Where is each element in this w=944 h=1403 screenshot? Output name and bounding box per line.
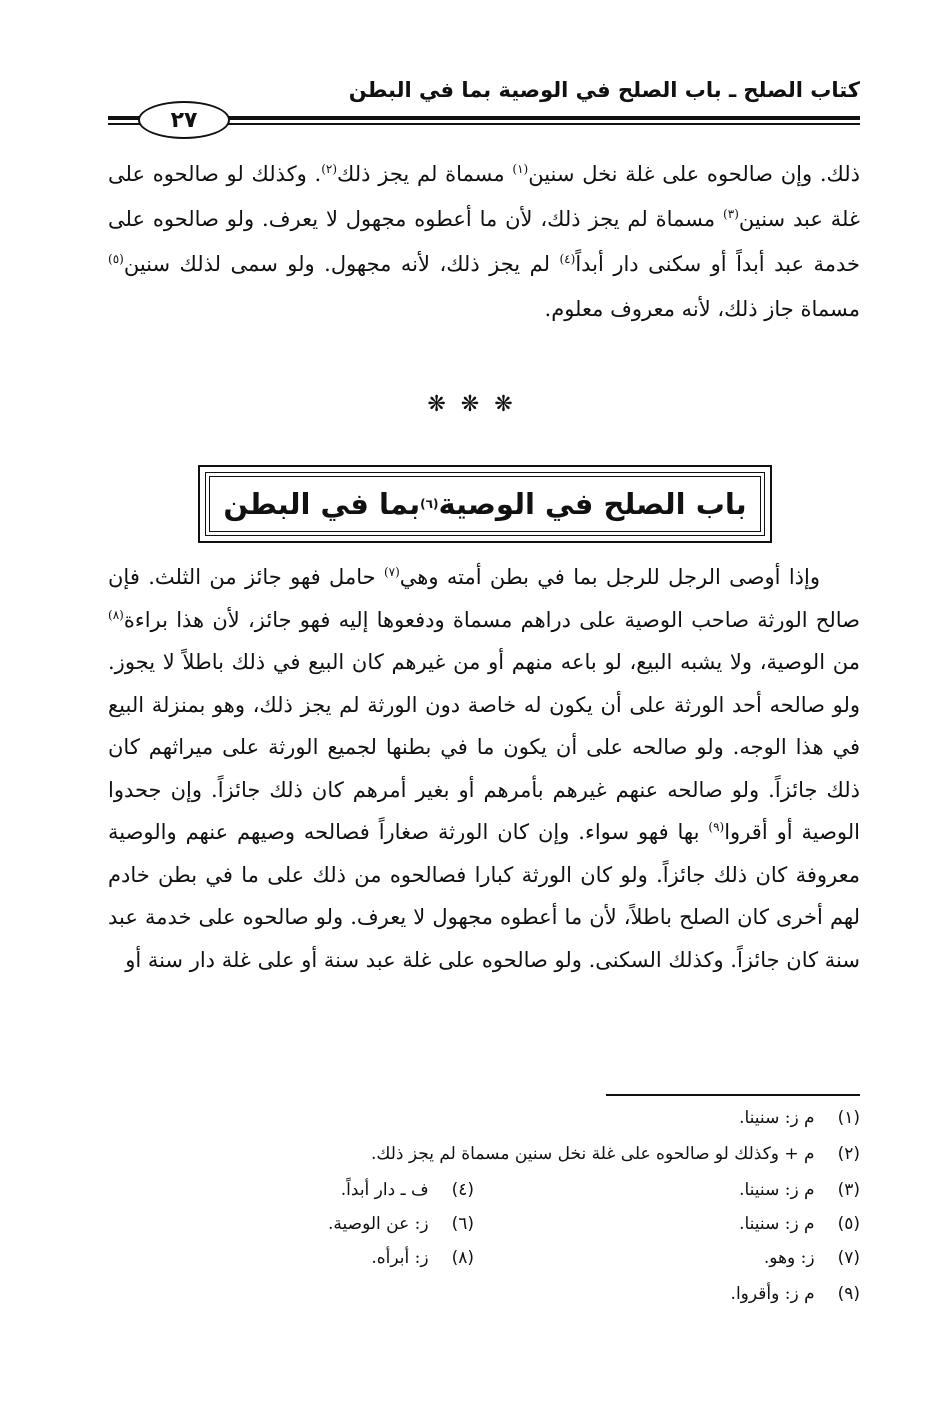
footnote-number: (٢) <box>837 1144 860 1164</box>
footnote-number: (١) <box>837 1108 860 1128</box>
footnote-text: ز: وهو. <box>763 1248 815 1268</box>
footnote-marker: (٢) <box>321 162 338 176</box>
text-run: مسماة لم يجز ذلك <box>337 162 513 186</box>
chapter-title-text: بما في البطن <box>223 487 421 521</box>
footnote-3 <box>739 1178 860 1202</box>
footnote-text: ز: أبرأه. <box>371 1248 429 1268</box>
footnote-marker: (٨) <box>108 607 124 622</box>
text-run: وإذا أوصى الرجل للرجل بما في بطن أمته وهي <box>399 565 820 589</box>
footnote-text: م + وكذلك لو صالحوه على غلة نخل سنين مسماة لم يجز ذلك. <box>370 1144 815 1164</box>
text-run: حامل فهو جائز من الثلث. فإن صالح الورثة صاحب الوصية على دراهم مسماة ودفعوها إليه فهو جائز، لأن هذا براءة <box>108 565 860 632</box>
text-run: من الوصية، ولا يشبه البيع، لو باعه منهم أو من غيرهم كان البيع في ذلك باطلاً لا يجوز. ولو صالحه أحد الورثة على أن يكون له خاصة دون الورثة لم يجز ذلك، وهو بمنزلة البيع في هذا الوجه. ولو صالحه على أن يكون ما في بطنها لجميع الورثة على ميراثهم كان ذلك جائزاً. ولو صالحه عنهم غيرهم بأمرهم أو بغير أمرهم كان ذلك جائزاً. وإن جحدوا الوصية أو أقروا <box>108 650 860 844</box>
text-run: ذلك. وإن صالحوه على غلة نخل سنين <box>528 162 860 186</box>
footnote-7 <box>764 1246 860 1270</box>
footnote-text: م ز: وأقروا. <box>730 1284 815 1304</box>
footnote-5 <box>739 1212 860 1236</box>
footnote-number: (٤) <box>451 1180 474 1200</box>
footnote-number: (٧) <box>837 1248 860 1268</box>
text-run: مسماة لم يجز ذلك، لأن ما أعطوه مجهول لا يعرف. ولو صالحوه على خدمة عبد أبداً أو سكنى دار أبداً <box>108 207 860 276</box>
footnote-marker: (٧) <box>383 565 400 579</box>
text-run: . وكذلك لو صالحوه على غلة عبد سنين <box>108 162 860 231</box>
paragraph-2 <box>108 556 860 981</box>
footnote-marker: (٣) <box>723 207 739 221</box>
footnote-1 <box>739 1106 860 1130</box>
footnote-9 <box>731 1282 860 1306</box>
text-run: مسماة جاز ذلك، لأنه معروف معلوم. <box>544 297 860 321</box>
page-number: ٢٧ <box>138 101 230 139</box>
footnote-number: (٦) <box>451 1214 474 1234</box>
paragraph-1 <box>108 152 860 332</box>
footnote-number: (٨) <box>451 1248 474 1268</box>
footnote-text: م ز: سنينا. <box>739 1214 815 1234</box>
footnote-text: ز: عن الوصية. <box>327 1214 429 1234</box>
chapter-title: باب الصلح في الوصية (٦) بما في البطن <box>223 487 747 521</box>
footnote-marker: (١) <box>512 162 529 176</box>
footnote-text: ف ـ دار أبداً. <box>340 1180 429 1200</box>
footnote-8 <box>371 1246 474 1270</box>
running-header-title: كتاب الصلح ـ باب الصلح في الوصية بما في البطن <box>348 78 860 102</box>
footnote-separator-rule <box>606 1094 860 1096</box>
footnote-marker: (٩) <box>708 820 725 834</box>
footnote-marker: (٥) <box>108 252 124 266</box>
text-run: بها فهو سواء. وإن كان الورثة صغاراً فصالحه وصيهم عنهم والوصية معروفة كان ذلك جائزاً. ولو كان الورثة كبارا فصالحوه من ذلك على ما في بطن خادم لهم أخرى كان الصلح باطلاً، لأن ما أعطوه مجهول لا يعرف. ولو صالحوه على خدمة عبد سنة كان جائزاً. وكذلك السكنى. ولو صالحوه على غلة عبد سنة أو على غلة دار سنة أو <box>108 820 860 972</box>
footnote-number: (٥) <box>837 1214 860 1234</box>
footnote-4 <box>341 1178 474 1202</box>
footnote-2 <box>371 1142 860 1166</box>
footnote-text: م ز: سنينا. <box>739 1180 815 1200</box>
footnote-6 <box>328 1212 474 1236</box>
footnote-text: م ز: سنينا. <box>739 1108 815 1128</box>
footnote-number: (٩) <box>837 1284 860 1304</box>
footnote-marker: (٤) <box>559 252 576 266</box>
section-separator: ❋ ❋ ❋ <box>427 392 517 417</box>
text-run: لم يجز ذلك، لأنه مجهول. ولو سمى لذلك سنين <box>123 252 560 276</box>
chapter-title-text: باب الصلح في الوصية <box>438 487 747 521</box>
footnote-number: (٣) <box>837 1180 860 1200</box>
